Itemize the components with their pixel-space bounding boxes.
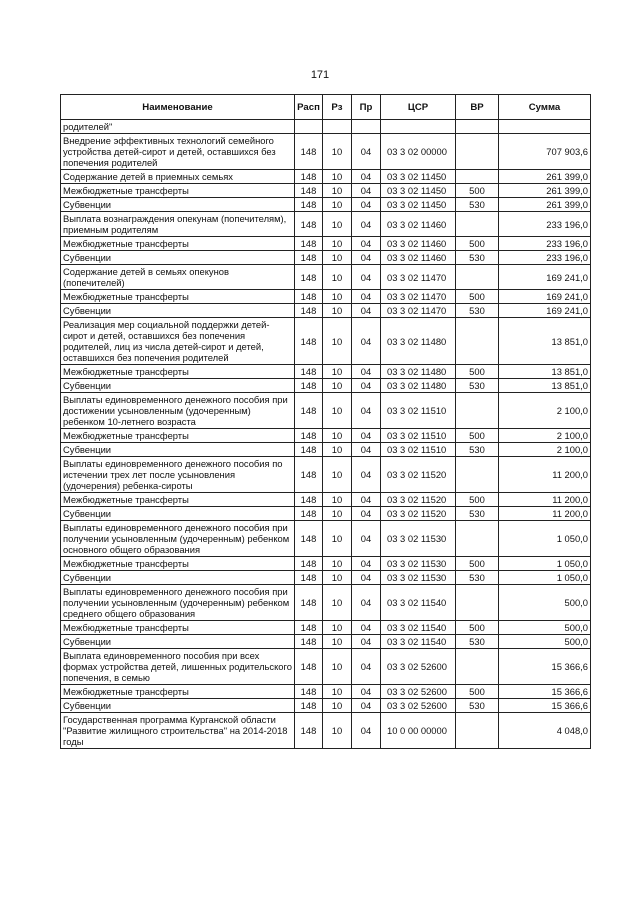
cell-name: Выплата вознаграждения опекунам (попечителям), приемным родителям [61, 212, 295, 237]
header-sum: Сумма [499, 95, 591, 120]
cell-rz: 10 [323, 557, 352, 571]
cell-csr: 03 3 02 11530 [381, 557, 456, 571]
cell-sum: 1 050,0 [499, 521, 591, 557]
cell-csr: 03 3 02 11480 [381, 318, 456, 365]
table-row [61, 699, 591, 713]
cell-rz: 10 [323, 521, 352, 557]
cell-rasp: 148 [295, 379, 323, 393]
cell-pr: 04 [352, 379, 381, 393]
cell-rasp: 148 [295, 457, 323, 493]
cell-rz: 10 [323, 318, 352, 365]
cell-pr: 04 [352, 393, 381, 429]
cell-name: Выплаты единовременного денежного пособия по истечении трех лет после усыновления (удочерения) ребенка-сироты [61, 457, 295, 493]
cell-rasp: 148 [295, 318, 323, 365]
table-row [61, 521, 591, 557]
cell-name: Межбюджетные трансферты [61, 493, 295, 507]
cell-vr: 500 [456, 237, 499, 251]
cell-rasp: 148 [295, 265, 323, 290]
cell-sum: 13 851,0 [499, 379, 591, 393]
cell-rz: 10 [323, 457, 352, 493]
cell-rz: 10 [323, 184, 352, 198]
cell-vr [456, 585, 499, 621]
cell-rz: 10 [323, 170, 352, 184]
cell-rasp: 148 [295, 184, 323, 198]
cell-csr: 03 3 02 11510 [381, 443, 456, 457]
cell-vr: 500 [456, 493, 499, 507]
cell-rasp: 148 [295, 557, 323, 571]
cell-rasp: 148 [295, 429, 323, 443]
table-row [61, 443, 591, 457]
cell-csr: 03 3 02 11470 [381, 304, 456, 318]
cell-sum: 500,0 [499, 621, 591, 635]
cell-rz: 10 [323, 685, 352, 699]
cell-vr: 500 [456, 621, 499, 635]
cell-csr: 03 3 02 11480 [381, 379, 456, 393]
cell-csr: 03 3 02 52600 [381, 685, 456, 699]
cell-sum: 500,0 [499, 635, 591, 649]
cell-csr: 03 3 02 11480 [381, 365, 456, 379]
cell-vr [456, 713, 499, 749]
cell-name: Субвенции [61, 571, 295, 585]
cell-pr: 04 [352, 521, 381, 557]
cell-vr [456, 521, 499, 557]
cell-sum: 1 050,0 [499, 571, 591, 585]
cell-rz: 10 [323, 585, 352, 621]
cell-csr: 03 3 02 11520 [381, 507, 456, 521]
cell-sum: 2 100,0 [499, 429, 591, 443]
header-csr: ЦСР [381, 95, 456, 120]
cell-rasp: 148 [295, 251, 323, 265]
cell-pr: 04 [352, 585, 381, 621]
cell-name: Субвенции [61, 699, 295, 713]
table-row [61, 571, 591, 585]
cell-name: Выплаты единовременного денежного пособия при достижении усыновленным (удочеренным) ребенком 10-летнего возраста [61, 393, 295, 429]
cell-name: Содержание детей в приемных семьях [61, 170, 295, 184]
table-row [61, 585, 591, 621]
cell-name: Реализация мер социальной поддержки детей-сирот и детей, оставшихся без попечения родителей, лиц из числа детей-сирот и детей, оставшихся без попечения родителей [61, 318, 295, 365]
cell-pr: 04 [352, 699, 381, 713]
cell-vr [456, 212, 499, 237]
cell-rasp: 148 [295, 365, 323, 379]
cell-sum: 707 903,6 [499, 134, 591, 170]
cell-sum: 13 851,0 [499, 365, 591, 379]
cell-vr: 530 [456, 635, 499, 649]
cell-pr: 04 [352, 557, 381, 571]
cell-name: Субвенции [61, 198, 295, 212]
cell-name: Государственная программа Курганской области "Развитие жилищного строительства" на 2014-2018 годы [61, 713, 295, 749]
cell-sum: 233 196,0 [499, 251, 591, 265]
header-vr: ВР [456, 95, 499, 120]
cell-rasp: 148 [295, 304, 323, 318]
cell-rz: 10 [323, 635, 352, 649]
table-body [61, 120, 591, 749]
table-row [61, 265, 591, 290]
cell-pr: 04 [352, 184, 381, 198]
cell-csr: 03 3 02 11530 [381, 521, 456, 557]
cell-rz: 10 [323, 429, 352, 443]
header-rz: Рз [323, 95, 352, 120]
cell-csr: 03 3 02 11470 [381, 290, 456, 304]
cell-sum: 11 200,0 [499, 457, 591, 493]
cell-rasp: 148 [295, 493, 323, 507]
cell-rz: 10 [323, 493, 352, 507]
cell-name: Внедрение эффективных технологий семейного устройства детей-сирот и детей, оставшихся без попечения родителей [61, 134, 295, 170]
table-row [61, 507, 591, 521]
cell-vr: 500 [456, 184, 499, 198]
cell-rasp: 148 [295, 585, 323, 621]
cell-name: Субвенции [61, 379, 295, 393]
cell-vr [456, 649, 499, 685]
cell-csr [381, 120, 456, 134]
cell-csr: 03 3 02 11470 [381, 265, 456, 290]
table-row [61, 120, 591, 134]
cell-name: Субвенции [61, 443, 295, 457]
cell-pr: 04 [352, 237, 381, 251]
cell-rz: 10 [323, 237, 352, 251]
cell-vr: 530 [456, 443, 499, 457]
cell-vr: 500 [456, 685, 499, 699]
table-row [61, 212, 591, 237]
cell-pr: 04 [352, 443, 381, 457]
cell-rz: 10 [323, 393, 352, 429]
cell-rasp: 148 [295, 393, 323, 429]
cell-vr: 500 [456, 557, 499, 571]
cell-csr: 03 3 02 11520 [381, 493, 456, 507]
table-row [61, 393, 591, 429]
cell-name: Выплаты единовременного денежного пособия при получении усыновленным (удочеренным) ребенком среднего общего образования [61, 585, 295, 621]
cell-rz: 10 [323, 443, 352, 457]
cell-sum: 2 100,0 [499, 393, 591, 429]
cell-rasp: 148 [295, 443, 323, 457]
cell-rz: 10 [323, 379, 352, 393]
cell-sum: 261 399,0 [499, 184, 591, 198]
cell-rasp: 148 [295, 699, 323, 713]
cell-csr: 03 3 02 11510 [381, 429, 456, 443]
table-row [61, 621, 591, 635]
cell-rz: 10 [323, 571, 352, 585]
cell-csr: 03 3 02 11450 [381, 170, 456, 184]
table-row [61, 365, 591, 379]
cell-vr: 500 [456, 429, 499, 443]
cell-name: Субвенции [61, 304, 295, 318]
cell-name: Межбюджетные трансферты [61, 290, 295, 304]
cell-rz: 10 [323, 365, 352, 379]
cell-pr: 04 [352, 457, 381, 493]
cell-pr: 04 [352, 493, 381, 507]
header-row [61, 95, 591, 120]
table-row [61, 379, 591, 393]
cell-sum: 11 200,0 [499, 493, 591, 507]
cell-csr: 03 3 02 11460 [381, 237, 456, 251]
cell-sum: 261 399,0 [499, 170, 591, 184]
table-row [61, 170, 591, 184]
cell-rasp: 148 [295, 237, 323, 251]
cell-rz: 10 [323, 290, 352, 304]
cell-name: Межбюджетные трансферты [61, 685, 295, 699]
cell-rz: 10 [323, 134, 352, 170]
cell-rasp: 148 [295, 713, 323, 749]
table-row [61, 290, 591, 304]
table-row [61, 237, 591, 251]
header-name: Наименование [61, 95, 295, 120]
cell-csr: 03 3 02 11530 [381, 571, 456, 585]
cell-pr: 04 [352, 290, 381, 304]
cell-sum: 261 399,0 [499, 198, 591, 212]
cell-sum: 233 196,0 [499, 212, 591, 237]
cell-rz: 10 [323, 251, 352, 265]
table-header [61, 95, 591, 120]
cell-rz: 10 [323, 507, 352, 521]
table-row [61, 251, 591, 265]
cell-rasp: 148 [295, 198, 323, 212]
cell-csr: 03 3 02 11450 [381, 198, 456, 212]
cell-name: Выплаты единовременного денежного пособия при получении усыновленным (удочеренным) ребенком основного общего образования [61, 521, 295, 557]
cell-name: Межбюджетные трансферты [61, 184, 295, 198]
cell-pr: 04 [352, 265, 381, 290]
cell-sum: 169 241,0 [499, 304, 591, 318]
cell-pr: 04 [352, 212, 381, 237]
page-number: 171 [310, 69, 330, 81]
cell-sum: 15 366,6 [499, 649, 591, 685]
table-row [61, 429, 591, 443]
cell-csr: 03 3 02 52600 [381, 649, 456, 685]
cell-vr [456, 457, 499, 493]
cell-name: Субвенции [61, 507, 295, 521]
table-row [61, 184, 591, 198]
cell-pr: 04 [352, 318, 381, 365]
cell-name: Межбюджетные трансферты [61, 429, 295, 443]
cell-sum: 1 050,0 [499, 557, 591, 571]
cell-csr: 10 0 00 00000 [381, 713, 456, 749]
cell-name: Межбюджетные трансферты [61, 365, 295, 379]
cell-vr: 530 [456, 198, 499, 212]
cell-name: Выплата единовременного пособия при всех формах устройства детей, лишенных родительского попечения, в семью [61, 649, 295, 685]
cell-vr: 530 [456, 699, 499, 713]
table-row [61, 649, 591, 685]
cell-csr: 03 3 02 11540 [381, 635, 456, 649]
cell-pr: 04 [352, 621, 381, 635]
cell-name: Межбюджетные трансферты [61, 621, 295, 635]
cell-vr: 530 [456, 379, 499, 393]
budget-table [60, 94, 591, 749]
cell-sum: 2 100,0 [499, 443, 591, 457]
cell-pr: 04 [352, 198, 381, 212]
cell-pr: 04 [352, 685, 381, 699]
cell-rz: 10 [323, 304, 352, 318]
cell-pr: 04 [352, 170, 381, 184]
cell-csr: 03 3 02 11510 [381, 393, 456, 429]
cell-pr [352, 120, 381, 134]
header-rasp: Расп [295, 95, 323, 120]
cell-csr: 03 3 02 11450 [381, 184, 456, 198]
cell-vr: 530 [456, 571, 499, 585]
cell-rasp: 148 [295, 212, 323, 237]
cell-pr: 04 [352, 134, 381, 170]
cell-rasp: 148 [295, 685, 323, 699]
cell-rz: 10 [323, 713, 352, 749]
cell-vr [456, 120, 499, 134]
table-row [61, 318, 591, 365]
table-row [61, 134, 591, 170]
table-row [61, 304, 591, 318]
table-row [61, 713, 591, 749]
cell-name: Межбюджетные трансферты [61, 237, 295, 251]
cell-vr [456, 265, 499, 290]
cell-vr: 500 [456, 290, 499, 304]
cell-pr: 04 [352, 365, 381, 379]
cell-sum: 4 048,0 [499, 713, 591, 749]
cell-rz: 10 [323, 198, 352, 212]
cell-vr [456, 393, 499, 429]
cell-pr: 04 [352, 251, 381, 265]
cell-rasp: 148 [295, 649, 323, 685]
cell-vr: 530 [456, 507, 499, 521]
cell-name: Субвенции [61, 635, 295, 649]
cell-rasp: 148 [295, 571, 323, 585]
cell-rasp: 148 [295, 507, 323, 521]
cell-vr [456, 134, 499, 170]
cell-rasp: 148 [295, 621, 323, 635]
cell-rz: 10 [323, 621, 352, 635]
cell-sum: 169 241,0 [499, 290, 591, 304]
cell-rz [323, 120, 352, 134]
cell-pr: 04 [352, 429, 381, 443]
table-row [61, 685, 591, 699]
cell-rasp: 148 [295, 134, 323, 170]
cell-pr: 04 [352, 304, 381, 318]
cell-name: Межбюджетные трансферты [61, 557, 295, 571]
cell-csr: 03 3 02 52600 [381, 699, 456, 713]
cell-pr: 04 [352, 507, 381, 521]
table-row [61, 198, 591, 212]
table-row [61, 635, 591, 649]
table-row [61, 557, 591, 571]
cell-vr: 530 [456, 304, 499, 318]
cell-rz: 10 [323, 699, 352, 713]
cell-sum: 13 851,0 [499, 318, 591, 365]
table-row [61, 493, 591, 507]
cell-name: Субвенции [61, 251, 295, 265]
cell-rasp: 148 [295, 635, 323, 649]
cell-name: родителей" [61, 120, 295, 134]
cell-pr: 04 [352, 635, 381, 649]
cell-pr: 04 [352, 713, 381, 749]
cell-rz: 10 [323, 212, 352, 237]
cell-csr: 03 3 02 11540 [381, 621, 456, 635]
cell-pr: 04 [352, 571, 381, 585]
cell-csr: 03 3 02 11520 [381, 457, 456, 493]
cell-sum: 169 241,0 [499, 265, 591, 290]
cell-rasp: 148 [295, 290, 323, 304]
table-row [61, 457, 591, 493]
cell-csr: 03 3 02 00000 [381, 134, 456, 170]
cell-vr [456, 318, 499, 365]
cell-rz: 10 [323, 265, 352, 290]
cell-csr: 03 3 02 11460 [381, 251, 456, 265]
cell-name: Содержание детей в семьях опекунов (попечителей) [61, 265, 295, 290]
cell-csr: 03 3 02 11540 [381, 585, 456, 621]
cell-rasp: 148 [295, 521, 323, 557]
cell-rz: 10 [323, 649, 352, 685]
cell-sum: 500,0 [499, 585, 591, 621]
cell-vr [456, 170, 499, 184]
cell-pr: 04 [352, 649, 381, 685]
cell-sum: 15 366,6 [499, 685, 591, 699]
cell-vr: 500 [456, 365, 499, 379]
header-pr: Пр [352, 95, 381, 120]
cell-csr: 03 3 02 11460 [381, 212, 456, 237]
cell-vr: 530 [456, 251, 499, 265]
cell-sum: 233 196,0 [499, 237, 591, 251]
cell-sum: 15 366,6 [499, 699, 591, 713]
cell-rasp: 148 [295, 170, 323, 184]
cell-sum: 11 200,0 [499, 507, 591, 521]
cell-rasp [295, 120, 323, 134]
cell-sum [499, 120, 591, 134]
